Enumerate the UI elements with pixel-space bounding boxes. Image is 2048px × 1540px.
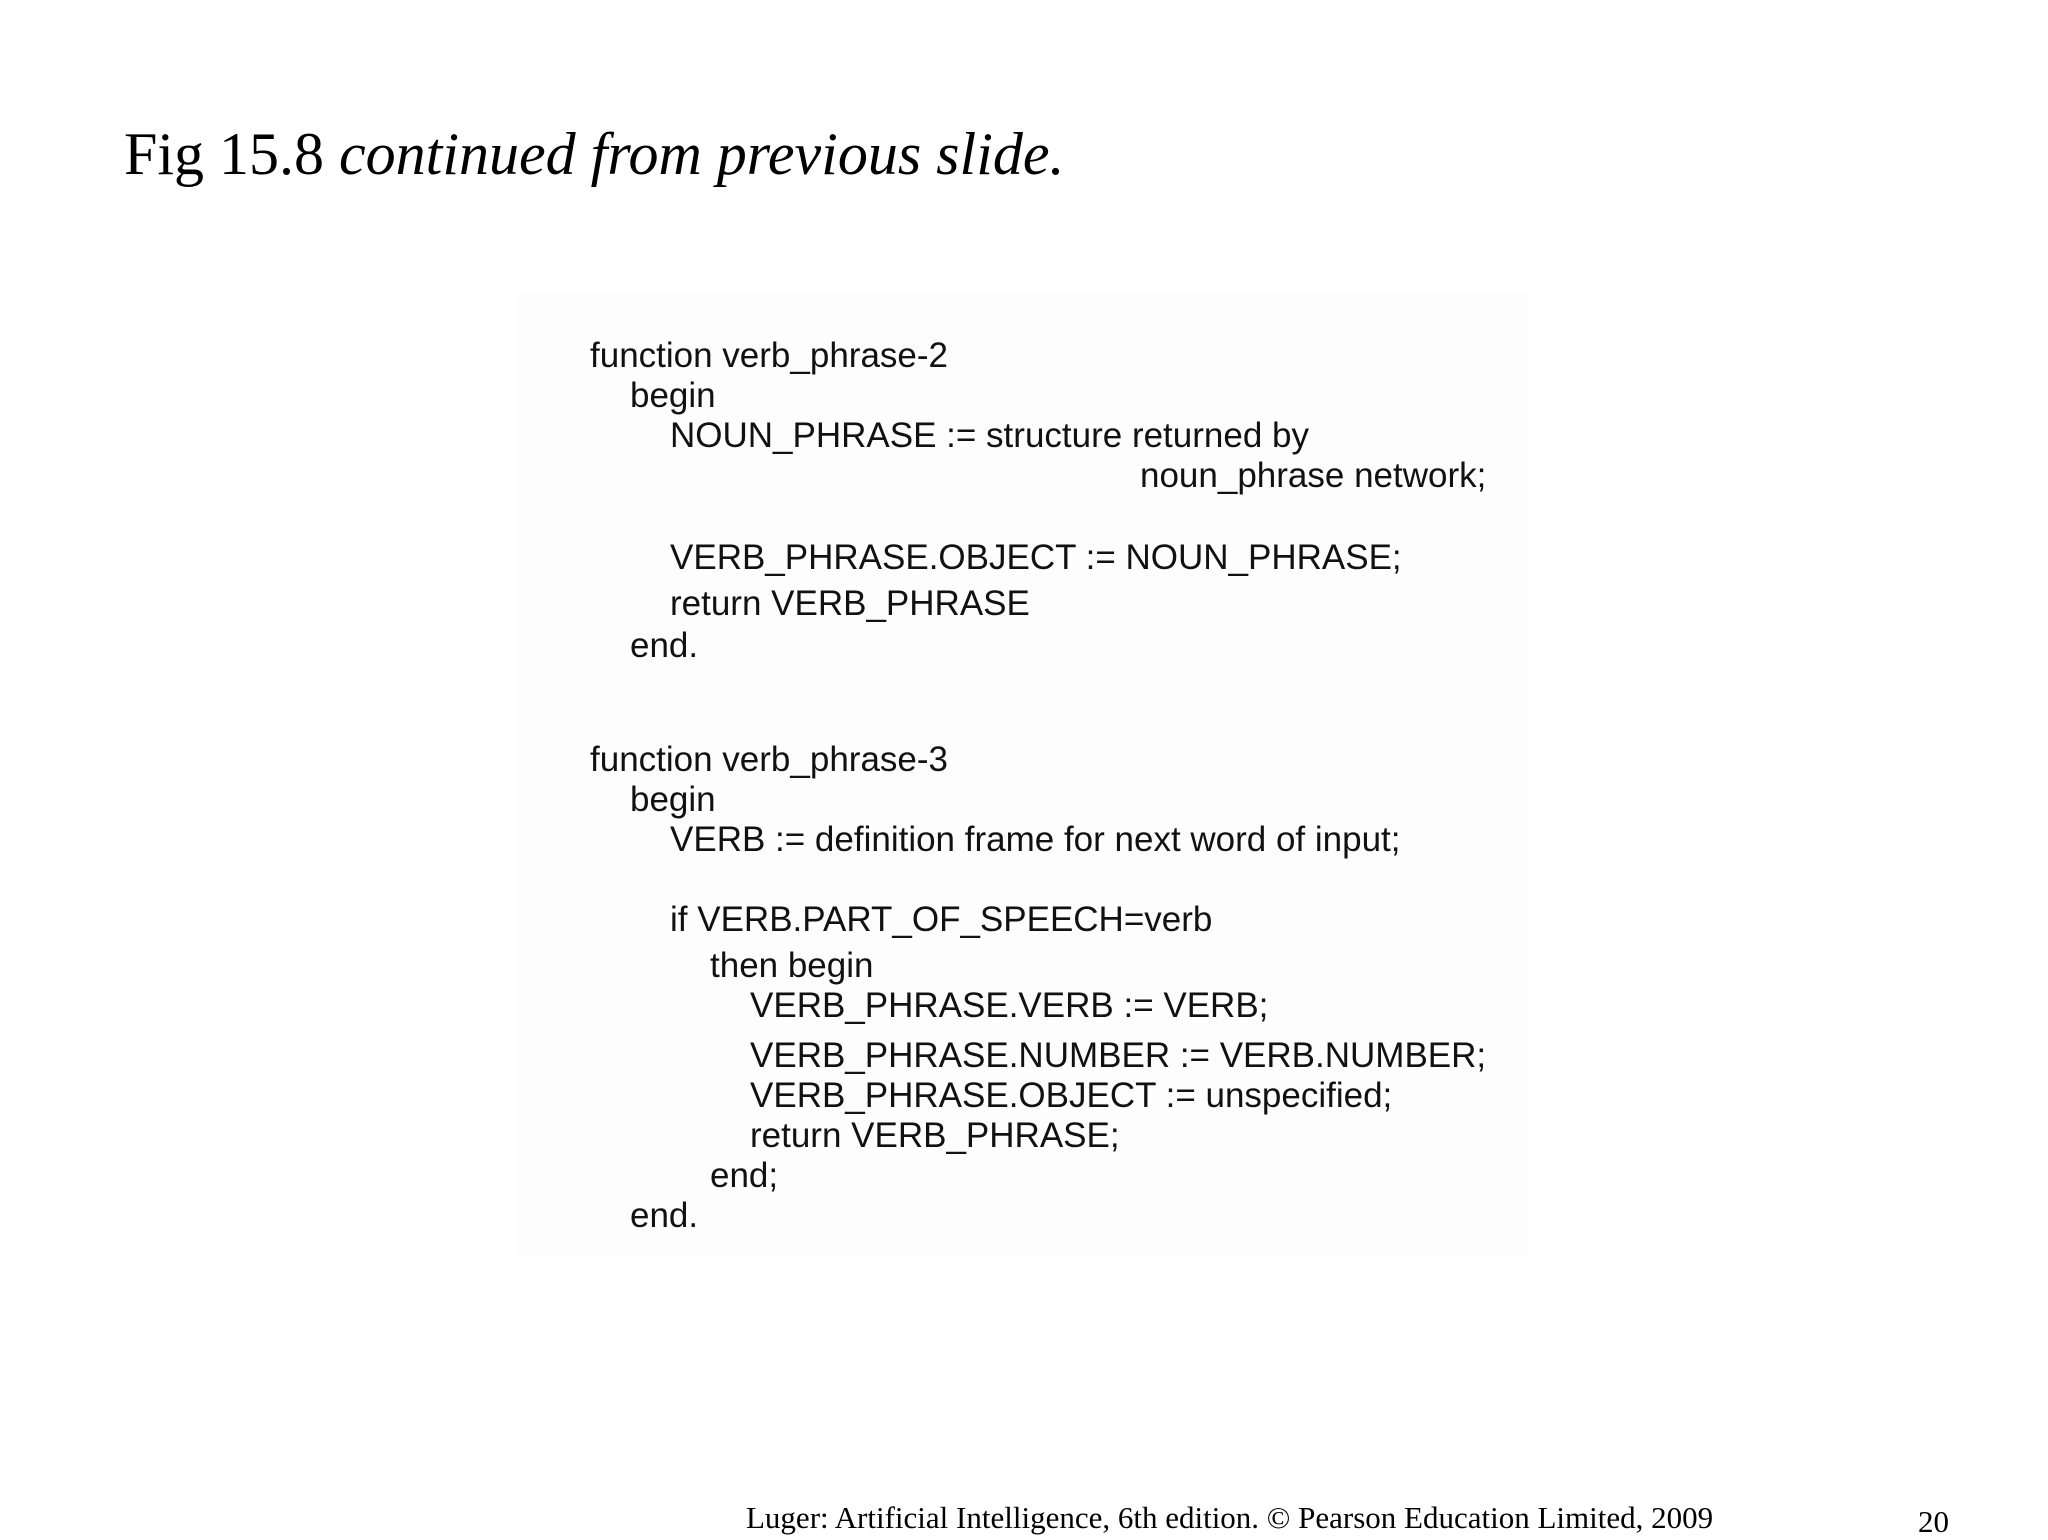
code-line: VERB := definition frame for next word of input; — [670, 820, 1401, 859]
code-line: begin — [630, 780, 716, 819]
code-line: VERB_PHRASE.NUMBER := VERB.NUMBER; — [750, 1036, 1487, 1075]
code-line: VERB_PHRASE.OBJECT := NOUN_PHRASE; — [670, 538, 1402, 577]
code-line: return VERB_PHRASE; — [750, 1116, 1120, 1155]
code-line: end; — [710, 1156, 779, 1195]
code-line: return VERB_PHRASE — [670, 584, 1030, 623]
code-line: if VERB.PART_OF_SPEECH=verb — [670, 900, 1213, 939]
title-caption: continued from previous slide. — [339, 121, 1065, 187]
code-line: function verb_phrase-3 — [590, 740, 948, 779]
slide-title — [124, 118, 1065, 190]
code-line: noun_phrase network; — [1140, 456, 1487, 495]
code-line: begin — [630, 376, 716, 415]
footer-credit: Luger: Artificial Intelligence, 6th edition. © Pearson Education Limited, 2009 — [746, 1500, 1714, 1535]
code-line: then begin — [710, 946, 874, 985]
code-figure — [516, 292, 1528, 1256]
code-line: end. — [630, 626, 699, 665]
code-line: VERB_PHRASE.OBJECT := unspecified; — [750, 1076, 1393, 1115]
code-line: function verb_phrase-2 — [590, 336, 948, 375]
title-figure-label: Fig 15.8 — [124, 121, 340, 187]
code-line: VERB_PHRASE.VERB := VERB; — [750, 986, 1269, 1025]
code-line: end. — [630, 1196, 699, 1235]
code-line: NOUN_PHRASE := structure returned by — [670, 416, 1309, 455]
page-number: 20 — [1918, 1504, 1949, 1539]
